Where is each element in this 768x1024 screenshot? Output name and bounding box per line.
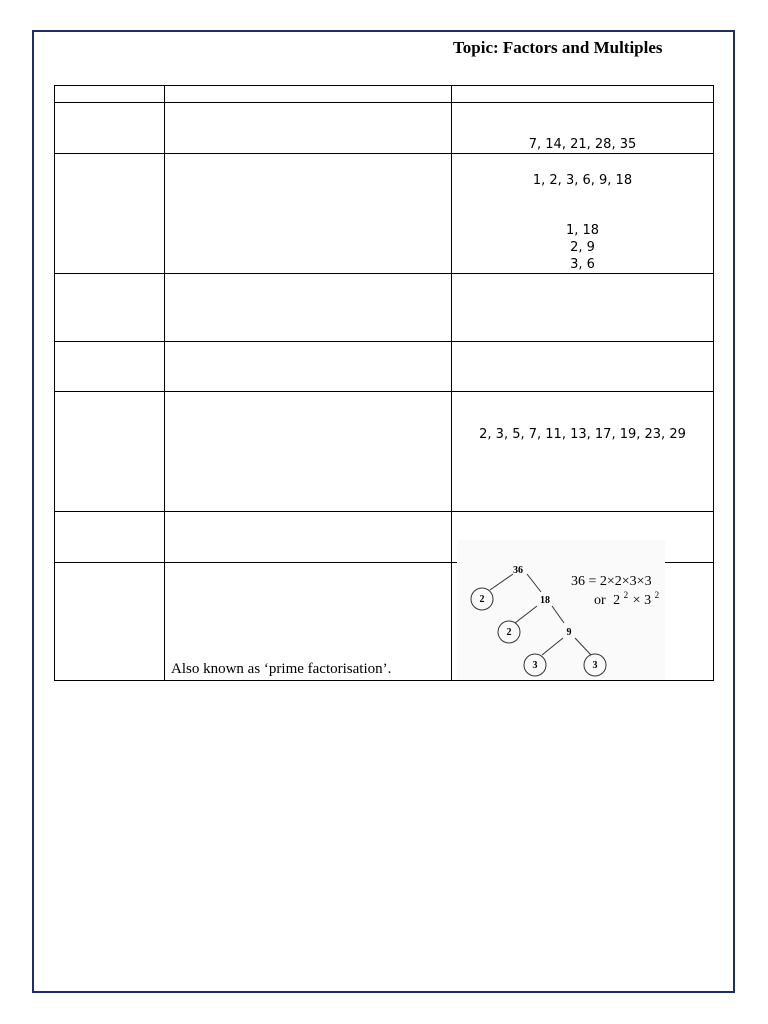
page-title: Topic: Factors and Multiples xyxy=(453,38,663,57)
table-cell xyxy=(54,102,165,154)
index-form-base: 3 xyxy=(644,593,652,608)
tree-leaf-label: 2 xyxy=(506,627,512,638)
factor-tree-diagram xyxy=(457,540,665,680)
table-cell xyxy=(451,391,714,512)
tree-leaf-label: 3 xyxy=(532,660,538,671)
index-form-exponent: 2 xyxy=(654,590,660,600)
factor-pair: 3, 6 xyxy=(570,257,595,272)
table-cell xyxy=(164,341,452,392)
table-header-cell xyxy=(54,85,165,103)
factor-pair: 2, 9 xyxy=(570,240,595,255)
primes-answer: 2, 3, 5, 7, 11, 13, 17, 19, 23, 29 xyxy=(479,427,686,442)
table-cell xyxy=(451,273,714,342)
tree-branch xyxy=(552,606,564,623)
tree-root-label: 36 xyxy=(513,565,523,576)
tree-node-label: 9 xyxy=(566,627,572,638)
table-cell xyxy=(164,153,452,274)
factor-pair: 1, 18 xyxy=(565,223,600,238)
tree-leaf-label: 3 xyxy=(592,660,598,671)
table-header-cell xyxy=(451,85,714,103)
tree-branch xyxy=(490,574,513,590)
table-cell xyxy=(164,511,452,563)
table-cell xyxy=(164,273,452,342)
prime-factorisation-note: Also known as ‘prime factorisation’. xyxy=(171,661,392,677)
table-cell xyxy=(54,341,165,392)
table-cell xyxy=(54,562,165,681)
tree-branch xyxy=(542,638,563,655)
tree-branch xyxy=(515,606,537,623)
factors-answer: 1, 2, 3, 6, 9, 18 xyxy=(532,173,633,188)
table-cell xyxy=(54,153,165,274)
index-form-prefix: or xyxy=(594,593,606,608)
tree-branch xyxy=(575,638,591,655)
table-cell xyxy=(451,341,714,392)
table-cell xyxy=(164,391,452,512)
table-cell xyxy=(164,102,452,154)
index-form-times: × xyxy=(632,593,641,608)
table-header-cell xyxy=(164,85,452,103)
tree-equation: 36 = 2×2×3×3 xyxy=(571,574,652,589)
tree-node-label: 18 xyxy=(540,595,550,606)
index-form-exponent: 2 xyxy=(623,590,629,600)
multiples-answer: 7, 14, 21, 28, 35 xyxy=(528,137,637,152)
tree-leaf-label: 2 xyxy=(479,594,485,605)
index-form-base: 2 xyxy=(613,593,621,608)
tree-branch xyxy=(527,574,541,592)
table-cell xyxy=(54,391,165,512)
table-cell xyxy=(54,273,165,342)
table-cell xyxy=(54,511,165,563)
index-form xyxy=(594,587,659,608)
